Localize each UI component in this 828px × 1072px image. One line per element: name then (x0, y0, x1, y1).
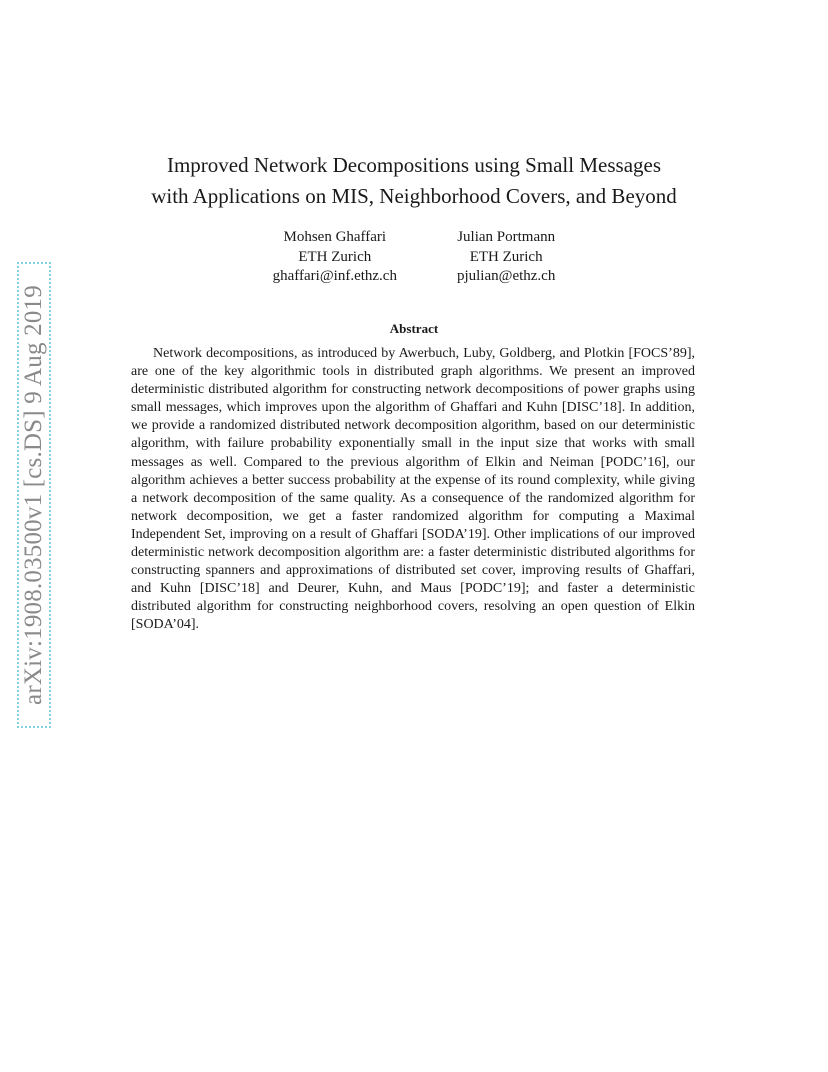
abstract-text: Network decompositions, as introduced by Awerbuch, Luby, Goldberg, and Plotkin [FOCS’89], are one of the key algorithmic tools in distributed graph algorithms. We present an improved deterministic distributed algorithm for constructing network decompositions of power graphs using small messages, which improves upon the algorithm of Ghaffari and Kuhn [DISC’18]. In addition, we provide a randomized distributed network decomposition algorithm, based on our deterministic algorithm, with failure probability exponentially small in the input size that works with small messages as well. Compared to the previous algorithm of Elkin and Neiman [PODC’16], our algorithm achieves a better success probability at the expense of its round complexity, while giving a network decomposition of the same quality. As a consequence of the randomized algorithm for network decomposition, we get a faster randomized algorithm for computing a Maximal Independent Set, improving on a result of Ghaffari [SODA’19]. Other implications of our improved deterministic network decomposition algorithm are: a faster deterministic distributed algorithms for constructing spanners and approximations of distributed set cover, improving results of Ghaffari, and Kuhn [DISC’18] and Deurer, Kuhn, and Maus [PODC’19]; and faster a deterministic distributed algorithm for constructing neighborhood covers, resolving an open question of Elkin [SODA’04]. (131, 346, 695, 633)
arxiv-identifier: arXiv:1908.03500v1 [cs.DS] 9 Aug 2019 (20, 285, 47, 705)
paper-title-line-2: with Applications on MIS, Neighborhood Covers, and Beyond (151, 184, 677, 208)
abstract-heading: Abstract (389, 321, 439, 336)
author-2 (457, 228, 555, 287)
paper-title (0, 150, 828, 212)
author-1 (273, 228, 397, 287)
author-affiliation: ETH Zurich (298, 248, 372, 265)
paper-title-line-1: Improved Network Decompositions using Small Messages (166, 153, 662, 177)
author-email: pjulian@ethz.ch (456, 268, 556, 284)
author-email: ghaffari@inf.ethz.ch (272, 268, 397, 284)
author-affiliation: ETH Zurich (469, 248, 543, 265)
author-block (0, 228, 828, 287)
author-name: Julian Portmann (457, 229, 556, 245)
author-name: Mohsen Ghaffari (283, 229, 387, 245)
